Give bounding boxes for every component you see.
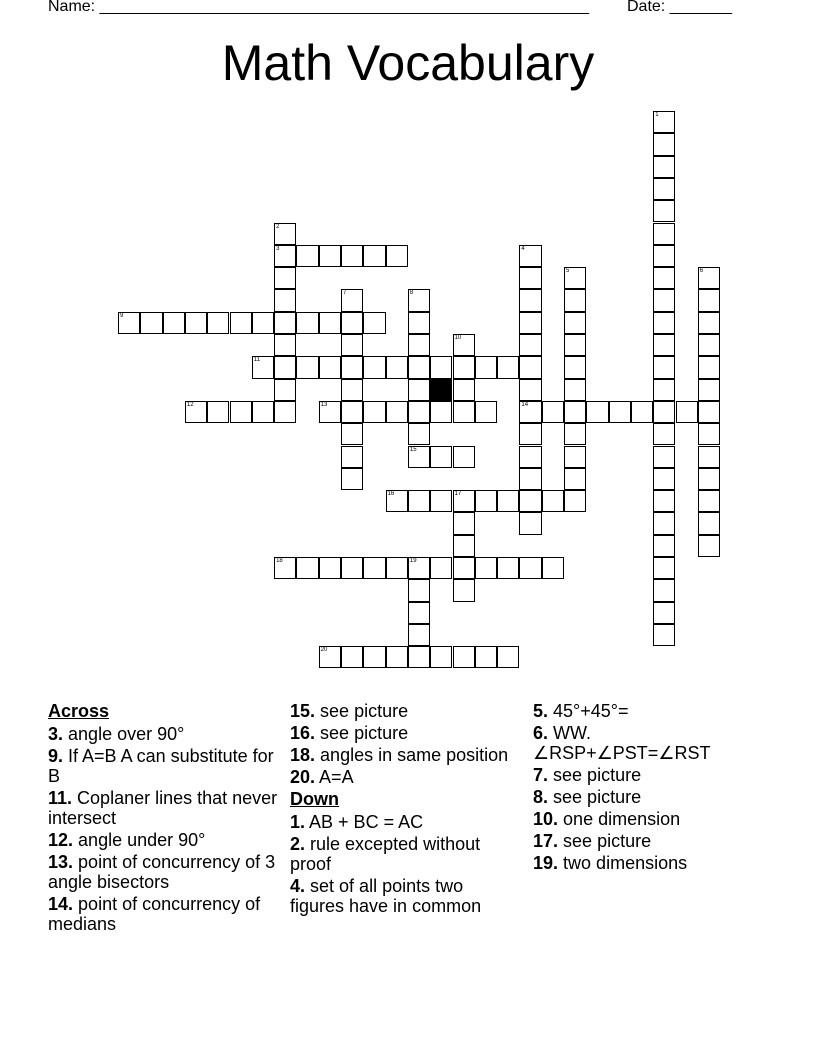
grid-cell[interactable] <box>363 557 385 579</box>
clue-number: 12 <box>186 401 194 408</box>
grid-cell[interactable] <box>386 356 408 378</box>
grid-cell[interactable] <box>653 178 675 200</box>
grid-cell[interactable] <box>274 557 296 579</box>
grid-cell[interactable] <box>163 312 185 334</box>
grid-cell[interactable] <box>653 535 675 557</box>
clue-item <box>48 788 278 828</box>
clue-text: A=A <box>319 767 354 787</box>
grid-cell[interactable] <box>185 401 207 423</box>
grid-cell[interactable] <box>341 557 363 579</box>
grid-cell[interactable] <box>653 156 675 178</box>
grid-cell[interactable] <box>363 401 385 423</box>
grid-cell[interactable] <box>653 200 675 222</box>
grid-cell[interactable] <box>319 557 341 579</box>
clue-number-label: 6. <box>533 723 549 743</box>
grid-cell[interactable] <box>341 423 363 445</box>
grid-cell[interactable] <box>586 401 608 423</box>
grid-cell[interactable] <box>698 312 720 334</box>
grid-cell[interactable] <box>274 356 296 378</box>
grid-cell[interactable] <box>698 379 720 401</box>
grid-cell[interactable] <box>519 423 541 445</box>
grid-cell[interactable] <box>319 312 341 334</box>
grid-cell[interactable] <box>564 446 586 468</box>
name-field[interactable]: Name: _______________________________________________________ <box>48 0 589 15</box>
grid-cell[interactable] <box>252 312 274 334</box>
grid-cell[interactable] <box>653 490 675 512</box>
clue-item <box>290 701 520 721</box>
clue-text: angle over 90° <box>68 724 185 744</box>
clue-item <box>48 894 278 934</box>
clue-text: see picture <box>320 723 409 743</box>
grid-cell[interactable] <box>274 223 296 245</box>
grid-cell[interactable] <box>363 356 385 378</box>
clue-number: 6 <box>699 268 704 275</box>
grid-cell[interactable] <box>341 289 363 311</box>
clue-number-label: 11. <box>48 788 73 808</box>
grid-cell[interactable] <box>653 579 675 601</box>
clue-number-label: 12. <box>48 830 74 850</box>
grid-cell[interactable] <box>319 401 341 423</box>
clue-text: rule excepted without proof <box>290 834 481 874</box>
grid-cell[interactable] <box>475 401 497 423</box>
clue-item <box>533 831 773 851</box>
clue-column-2 <box>290 701 520 918</box>
clue-number: 13 <box>320 401 328 408</box>
clue-number-label: 17. <box>533 831 559 851</box>
grid-cell[interactable] <box>430 490 452 512</box>
grid-cell[interactable] <box>408 579 430 601</box>
grid-cell[interactable] <box>653 334 675 356</box>
clue-item <box>533 765 773 785</box>
grid-cell[interactable] <box>564 267 586 289</box>
clue-text: AB + BC = AC <box>309 812 424 832</box>
clue-column-3 <box>533 701 773 875</box>
grid-cell[interactable] <box>542 557 564 579</box>
grid-cell[interactable] <box>386 490 408 512</box>
clue-item <box>290 876 520 916</box>
clue-number-label: 19. <box>533 853 559 873</box>
grid-cell[interactable] <box>408 289 430 311</box>
grid-cell[interactable] <box>653 624 675 646</box>
grid-cell[interactable] <box>653 267 675 289</box>
clue-text: 45°+45°= <box>553 701 629 721</box>
clue-item <box>48 724 278 744</box>
grid-cell[interactable] <box>653 401 675 423</box>
grid-cell[interactable] <box>497 356 519 378</box>
grid-cell[interactable] <box>564 289 586 311</box>
grid-cell[interactable] <box>408 446 430 468</box>
grid-cell[interactable] <box>653 602 675 624</box>
grid-cell[interactable] <box>519 468 541 490</box>
clue-number-label: 15. <box>290 701 316 721</box>
grid-cell[interactable] <box>519 446 541 468</box>
clue-text: If A=B A can substitute for B <box>48 746 274 786</box>
grid-cell[interactable] <box>296 557 318 579</box>
clue-number-label: 2. <box>290 834 306 854</box>
grid-cell[interactable] <box>341 312 363 334</box>
grid-cell[interactable] <box>519 512 541 534</box>
grid-cell[interactable] <box>430 446 452 468</box>
clue-number-label: 16. <box>290 723 316 743</box>
grid-cell[interactable] <box>519 557 541 579</box>
grid-cell[interactable] <box>230 401 252 423</box>
date-field[interactable]: Date: _______ <box>627 0 732 15</box>
grid-cell[interactable] <box>185 312 207 334</box>
grid-cell[interactable] <box>653 446 675 468</box>
grid-cell[interactable] <box>653 111 675 133</box>
grid-cell[interactable] <box>274 312 296 334</box>
clue-number-label: 13. <box>48 852 74 872</box>
grid-cell[interactable] <box>408 557 430 579</box>
clue-number-label: 14. <box>48 894 74 914</box>
grid-cell[interactable] <box>475 557 497 579</box>
clue-item <box>290 767 520 787</box>
grid-cell[interactable] <box>676 401 698 423</box>
clue-number: 18 <box>276 558 283 564</box>
grid-cell[interactable] <box>519 267 541 289</box>
grid-cell[interactable] <box>274 289 296 311</box>
clue-number: 9 <box>120 312 124 319</box>
clue-item <box>533 853 773 873</box>
clue-number: 16 <box>387 491 395 498</box>
clue-text: angle under 90° <box>78 830 206 850</box>
grid-cell[interactable] <box>363 646 385 668</box>
clue-number-label: 5. <box>533 701 549 721</box>
grid-cell[interactable] <box>453 401 475 423</box>
grid-cell[interactable] <box>408 379 430 401</box>
grid-cell[interactable] <box>698 267 720 289</box>
clue-number: 7 <box>343 290 347 297</box>
grid-cell[interactable] <box>564 379 586 401</box>
grid-cell[interactable] <box>698 512 720 534</box>
grid-cell[interactable] <box>408 646 430 668</box>
grid-cell[interactable] <box>698 334 720 356</box>
grid-cell[interactable] <box>274 401 296 423</box>
clue-item <box>48 852 278 892</box>
grid-cell[interactable] <box>341 334 363 356</box>
grid-cell[interactable] <box>453 557 475 579</box>
clue-item <box>48 830 278 850</box>
grid-cell[interactable] <box>319 356 341 378</box>
grid-cell[interactable] <box>453 446 475 468</box>
clue-number-label: 3. <box>48 724 64 744</box>
clue-text: one dimension <box>563 809 681 829</box>
grid-cell[interactable] <box>475 356 497 378</box>
clue-number: 1 <box>655 112 659 118</box>
grid-cell[interactable] <box>408 423 430 445</box>
grid-cell[interactable] <box>430 557 452 579</box>
grid-cell[interactable] <box>274 267 296 289</box>
clue-item <box>533 701 773 721</box>
grid-cell[interactable] <box>341 356 363 378</box>
grid-cell[interactable] <box>386 557 408 579</box>
grid-cell[interactable] <box>698 289 720 311</box>
grid-cell[interactable] <box>408 624 430 646</box>
grid-cell[interactable] <box>430 401 452 423</box>
grid-cell[interactable] <box>386 401 408 423</box>
grid-cell[interactable] <box>698 446 720 468</box>
clue-number: 5 <box>566 268 570 275</box>
grid-cell[interactable] <box>453 535 475 557</box>
clue-text: see picture <box>553 787 642 807</box>
clue-number: 20 <box>320 647 328 654</box>
grid-cell[interactable] <box>341 401 363 423</box>
grid-cell[interactable] <box>430 646 452 668</box>
grid-cell[interactable] <box>453 379 475 401</box>
grid-cell[interactable] <box>408 490 430 512</box>
grid-cell[interactable] <box>118 312 140 334</box>
clue-heading-across: Across <box>48 701 110 721</box>
grid-cell[interactable] <box>341 245 363 267</box>
grid-cell[interactable] <box>609 401 631 423</box>
grid-cell[interactable] <box>519 490 541 512</box>
grid-cell[interactable] <box>274 245 296 267</box>
clue-number: 8 <box>409 290 414 297</box>
grid-cell[interactable] <box>564 334 586 356</box>
grid-cell[interactable] <box>408 401 430 423</box>
grid-cell[interactable] <box>653 423 675 445</box>
grid-cell[interactable] <box>542 490 564 512</box>
grid-cell[interactable] <box>363 312 385 334</box>
clue-text: see picture <box>563 831 652 851</box>
grid-cell[interactable] <box>341 379 363 401</box>
grid-cell[interactable] <box>497 490 519 512</box>
grid-cell[interactable] <box>519 312 541 334</box>
grid-cell[interactable] <box>519 289 541 311</box>
grid-cell[interactable] <box>497 557 519 579</box>
grid-cell[interactable] <box>698 356 720 378</box>
grid-cell[interactable] <box>386 646 408 668</box>
clue-text: see picture <box>553 765 642 785</box>
grid-cell[interactable] <box>453 512 475 534</box>
grid-cell[interactable] <box>453 356 475 378</box>
grid-cell[interactable] <box>653 512 675 534</box>
grid-cell[interactable] <box>475 646 497 668</box>
clue-heading-down: Down <box>290 789 339 809</box>
clue-item <box>290 812 520 832</box>
clue-text: Coplaner lines that never intersect <box>48 788 278 828</box>
clue-number-label: 18. <box>290 745 316 765</box>
clue-item <box>290 834 520 874</box>
clue-number-label: 10. <box>533 809 559 829</box>
grid-cell[interactable] <box>453 490 475 512</box>
grid-cell[interactable] <box>408 312 430 334</box>
grid-cell[interactable] <box>698 423 720 445</box>
grid-cell[interactable] <box>453 646 475 668</box>
clue-item <box>533 723 773 763</box>
grid-cell[interactable] <box>698 490 720 512</box>
grid-cell[interactable] <box>408 356 430 378</box>
grid-cell[interactable] <box>698 468 720 490</box>
clue-number: 3 <box>276 245 280 252</box>
clue-number-label: 20. <box>290 767 316 787</box>
grid-cell[interactable] <box>542 401 564 423</box>
grid-cell[interactable] <box>497 646 519 668</box>
clue-number-label: 9. <box>48 746 64 766</box>
clue-text: point of concurrency of 3 angle bisectors <box>48 852 276 892</box>
grid-cell[interactable] <box>341 446 363 468</box>
clue-text: point of concurrency of medians <box>48 894 261 934</box>
grid-cell[interactable] <box>207 401 229 423</box>
grid-cell[interactable] <box>653 557 675 579</box>
grid-cell[interactable] <box>698 401 720 423</box>
blocked-cell <box>430 379 452 401</box>
clue-item <box>533 787 773 807</box>
grid-cell[interactable] <box>453 579 475 601</box>
clue-item <box>533 809 773 829</box>
grid-cell[interactable] <box>296 245 318 267</box>
grid-cell[interactable] <box>341 468 363 490</box>
grid-cell[interactable] <box>564 468 586 490</box>
grid-cell[interactable] <box>519 356 541 378</box>
clue-number-label: 8. <box>533 787 549 807</box>
grid-cell[interactable] <box>386 245 408 267</box>
clue-text: two dimensions <box>563 853 688 873</box>
grid-cell[interactable] <box>519 401 541 423</box>
clue-text: WW. ∠RSP+∠PST=∠RST <box>533 723 711 763</box>
clue-number: 11 <box>253 357 261 364</box>
clue-number: 2 <box>276 223 280 230</box>
grid-cell[interactable] <box>296 312 318 334</box>
grid-cell[interactable] <box>653 312 675 334</box>
grid-cell[interactable] <box>631 401 653 423</box>
page-title: Math Vocabulary <box>221 35 595 91</box>
grid-cell[interactable] <box>653 379 675 401</box>
grid-cell[interactable] <box>564 312 586 334</box>
grid-cell[interactable] <box>653 356 675 378</box>
grid-cell[interactable] <box>519 245 541 267</box>
grid-cell[interactable] <box>296 356 318 378</box>
grid-cell[interactable] <box>230 312 252 334</box>
clue-number-label: 7. <box>533 765 549 785</box>
clue-number-label: 1. <box>290 812 306 832</box>
clue-text: see picture <box>320 701 409 721</box>
grid-cell[interactable] <box>519 379 541 401</box>
grid-cell[interactable] <box>207 312 229 334</box>
grid-cell[interactable] <box>140 312 162 334</box>
grid-cell[interactable] <box>564 490 586 512</box>
grid-cell[interactable] <box>653 133 675 155</box>
grid-cell[interactable] <box>252 401 274 423</box>
clue-number: 10 <box>454 335 462 341</box>
clue-number: 19 <box>409 558 417 564</box>
grid-cell[interactable] <box>653 245 675 267</box>
grid-cell[interactable] <box>363 245 385 267</box>
grid-cell[interactable] <box>408 602 430 624</box>
grid-cell[interactable] <box>519 334 541 356</box>
clue-item <box>48 746 278 786</box>
clue-column-1 <box>48 701 278 936</box>
grid-cell[interactable] <box>653 223 675 245</box>
grid-cell[interactable] <box>475 490 497 512</box>
clue-item <box>290 723 520 743</box>
grid-cell[interactable] <box>653 289 675 311</box>
grid-cell[interactable] <box>453 334 475 356</box>
grid-cell[interactable] <box>274 334 296 356</box>
grid-cell[interactable] <box>252 356 274 378</box>
grid-cell[interactable] <box>408 334 430 356</box>
clue-item <box>290 745 520 765</box>
clue-number: 15 <box>409 446 417 453</box>
grid-cell[interactable] <box>564 401 586 423</box>
grid-cell[interactable] <box>274 379 296 401</box>
grid-cell[interactable] <box>341 646 363 668</box>
grid-cell[interactable] <box>653 468 675 490</box>
clue-number-label: 4. <box>290 876 306 896</box>
grid-cell[interactable] <box>564 356 586 378</box>
grid-cell[interactable] <box>319 245 341 267</box>
clue-text: set of all points two figures have in common <box>290 876 482 916</box>
grid-cell[interactable] <box>564 423 586 445</box>
grid-cell[interactable] <box>319 646 341 668</box>
clue-number: 14 <box>521 401 529 408</box>
clue-number: 4 <box>521 245 525 252</box>
clue-number: 17 <box>454 491 462 498</box>
grid-cell[interactable] <box>698 535 720 557</box>
grid-cell[interactable] <box>430 356 452 378</box>
clue-text: angles in same position <box>320 745 509 765</box>
